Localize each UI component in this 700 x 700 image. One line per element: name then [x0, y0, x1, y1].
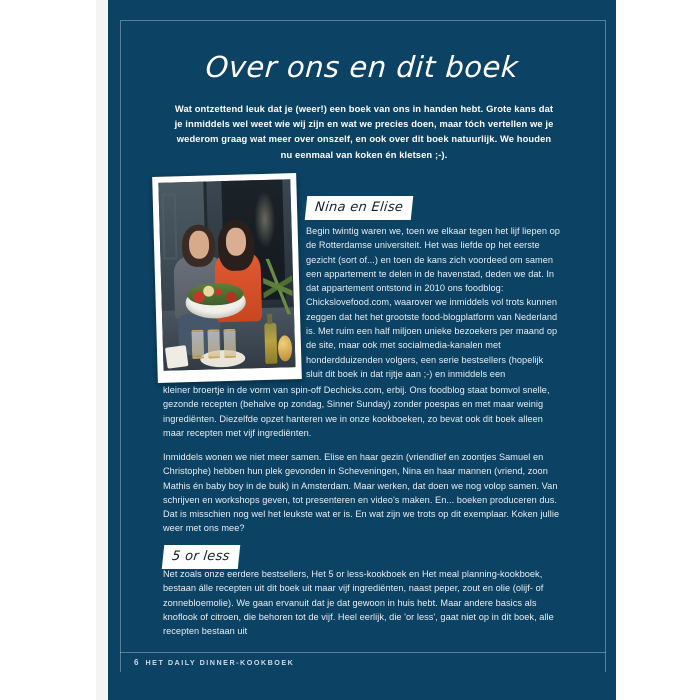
page-footer [134, 658, 294, 667]
photo-glass [191, 330, 204, 359]
photo-glass [223, 329, 236, 358]
page-left-edge [96, 0, 108, 700]
photo-person-right-face [226, 227, 247, 256]
book-page [108, 0, 616, 700]
page-content [108, 0, 616, 700]
photo-glass [207, 330, 220, 359]
paragraph-five-or-less: Net zoals onze eerdere bestsellers, Het 5 or less-kookboek en Het meal planning-kookboek, bestaan álle recepten uit dit boek uit maar vijf ingrediënten, naast peper, zout en olie (olijf- of zonnebloemolie). We gaan ervanuit dat je dat gewoon in huis hebt. Maar andere basics als knoflook of citroen, die behoren tot de vijf. Heel eerlijk, die 'or less', gaat niet op in dit boek, alle recepten bestaan uit [163, 569, 554, 637]
photo-person-left-face [189, 230, 210, 259]
section-label-text: 5 or less [162, 545, 240, 569]
section-label-five-or-less [163, 545, 239, 569]
section-label-text: Nina en Elise [305, 196, 414, 220]
photo-window-light [254, 191, 277, 248]
section-column-text-nina-en-elise: Begin twintig waren we, toen we elkaar tegen het lijf liepen op de Rotterdamse universiteit. Het was liefde op het eerste gezicht (sort of...) en toen de kans zich voordeed om samen een appartement te delen in de havenstad, deden we dat. In dat appartement ontstond in 2010 ons foodblog: Chickslovefood.com, waarover we inmiddels vol trots kunnen zeggen dat het het grootste food-blogplatform van Nederland is. Met ruim een half miljoen unieke bezoekers per maand op de site, maar ook met socialmedia-kanalen met honderdduizenden volgers, een serie bestsellers (hopelijk sluit dit boek in dat rijtje aan ;-) en inmiddels een [306, 226, 560, 379]
footer-page-number: 6 [134, 658, 139, 667]
photo-image [158, 179, 295, 371]
photo-door-panel [161, 193, 177, 260]
photo-napkin [165, 345, 189, 368]
photo-oil-bottle [264, 323, 277, 365]
footer-book-title: HET DAILY DINNER-KOOKBOEK [145, 658, 295, 667]
section-label-nina-en-elise [306, 196, 412, 220]
page-title: Over ons en dit boek [204, 50, 520, 84]
paragraph-living-working: Inmiddels wonen we niet meer samen. Elise en haar gezin (vriendlief en zoontjes Samuel en Christophe) hebben hun plek gevonden in Scheveningen, Nina en haar mannen (vriend, zoon Mathis én baby boy in de buik) in Amsterdam. Maar werken, dat doen we nog volop samen. Van schrijven en workshops geven, tot presenteren en video's maken. En... boeken produceren dus. Dat is misschien nog wel het leukste wat er is. En wat zijn we trots op dit exemplaar. Koken jullie weer met ons mee? [163, 452, 560, 534]
intro-paragraph: Wat ontzettend leuk dat je (weer!) een boek van ons in handen hebt. Grote kans dat je inmiddels wel weet wie wij zijn en wat we precies doen, maar tóch vertellen we je wederom graag wat meer over onszelf, en ook over dit boek natuurlijk. We houden nu eenmaal van koken én kletsen ;-). [174, 103, 554, 160]
paragraph-foodblog: kleiner broertje in de vorm van spin-off Dechicks.com, erbij. Ons foodblog staat bomvol snelle, gezonde recepten (behalve op zondag, Sinner Sunday) zonder poespas en met maar weinig ingrediënten. Diezelfde opzet hanteren we in onze kookboeken, zo bevat ook dit boek alleen maar recepten met vijf ingrediënten. [163, 385, 550, 438]
polaroid-photo [152, 173, 302, 383]
photo-plant [262, 258, 293, 315]
